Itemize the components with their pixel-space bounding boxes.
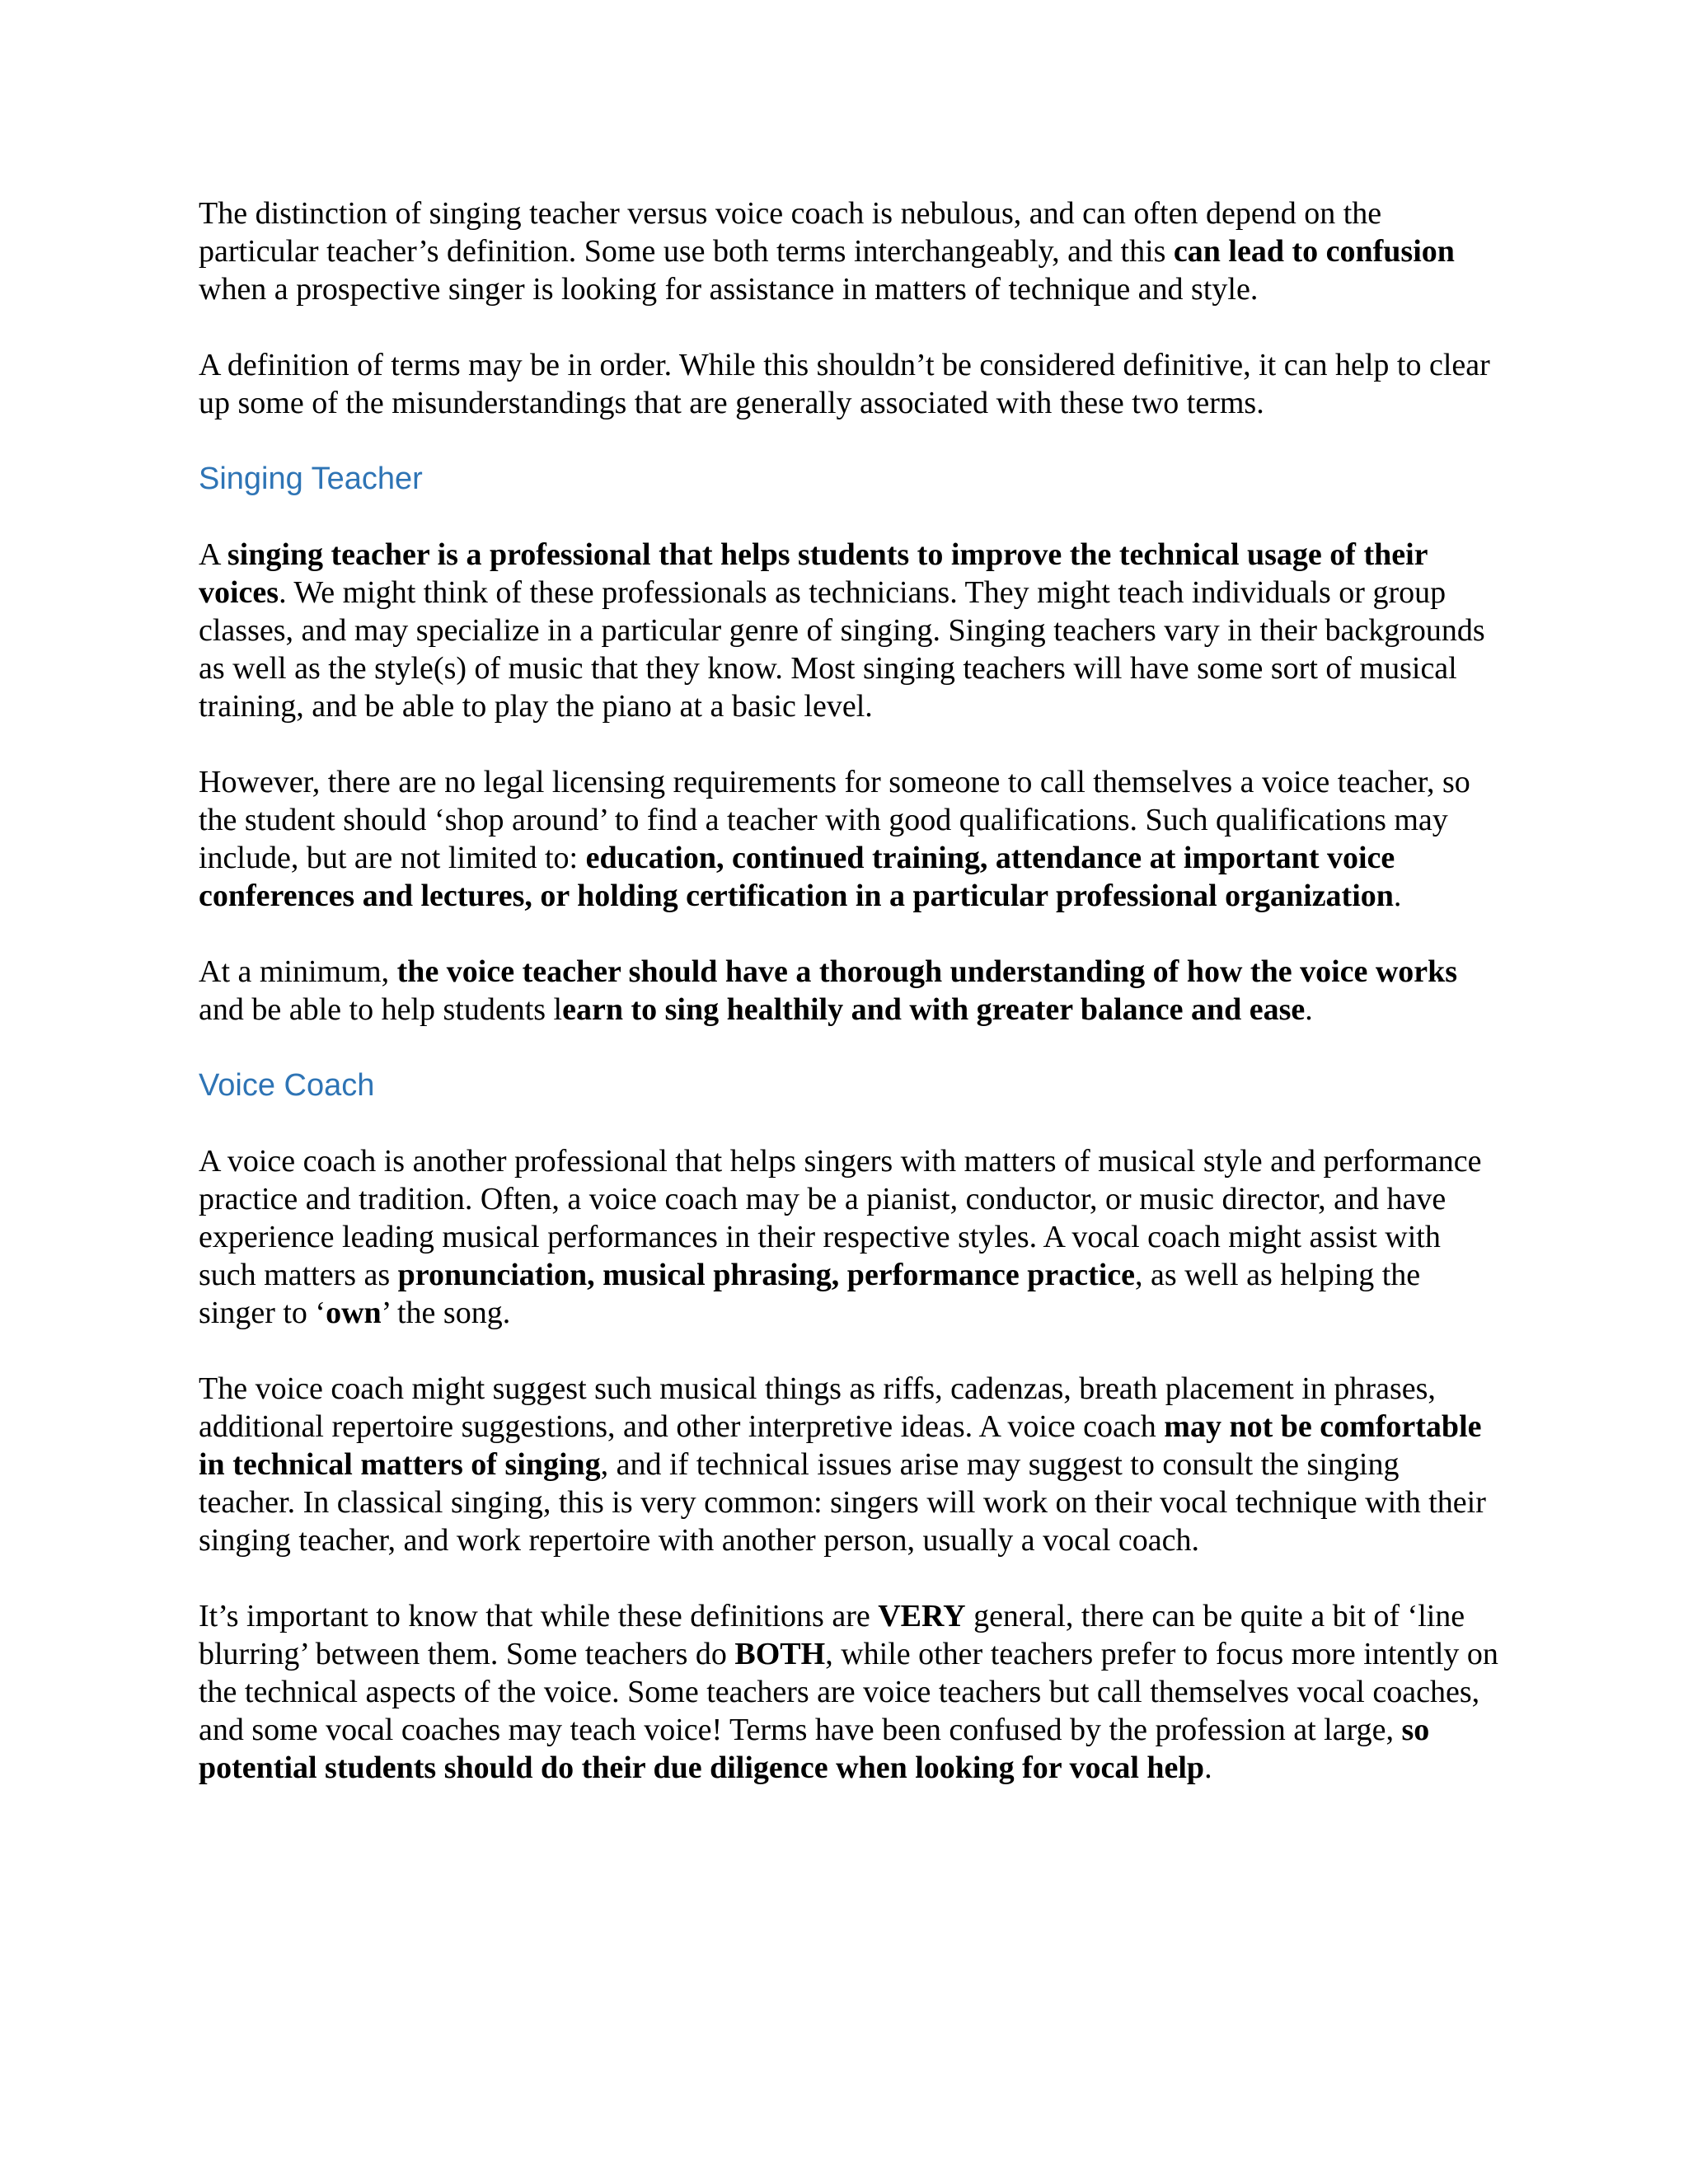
text-run: and be able to help students l [199,992,563,1027]
text-run: A definition of terms may be in order. While this shouldn’t be considered definitive, it can help to clear up some of the misunderstandings that are generally associated with these two terms. [199,348,1490,420]
bold-run: the voice teacher should have a thorough understanding of how the voice works [396,954,1458,989]
bold-run: pronunciation, musical phrasing, performance practice [397,1258,1136,1292]
text-run: when a prospective singer is looking for assistance in matters of technique and style. [199,272,1259,307]
text-run: A voice coach is another professional that helps singers with matters of musical style and performance practice and tradition. Often, a voice coach may be a pianist, conductor, or music director, and have experience leading musical performances in their respective styles. A vocal coach might assist with such matters as [199,1144,1482,1292]
closing-paragraph [199,1597,1501,1787]
bold-run: singing teacher is a professional that helps students to improve the technical usage of their voices [199,537,1428,610]
text-run: . We might think of these professionals as technicians. They might teach individuals or group classes, and may specialize in a particular genre of singing. Singing teachers vary in their backgrounds as well as the style(s) of music that they know. Most singing teachers will have some sort of musical training, and be able to play the piano at a basic level. [199,575,1485,724]
text-run: , as well as helping the singer to ‘ [199,1258,1421,1330]
bold-run: may not be comfortable in technical matters of singing [199,1409,1482,1482]
text-run: The voice coach might suggest such musical things as riffs, cadenzas, breath placement in phrases, additional repertoire suggestions, and other interpretive ideas. A voice coach [199,1371,1436,1444]
text-run: ’ the song. [381,1296,511,1330]
text-run: . [1204,1750,1212,1785]
definition-paragraph [199,346,1501,422]
voice-coach-paragraph-1 [199,1142,1501,1332]
text-run: It’s important to know that while these definitions are [199,1599,879,1633]
text-run: , while other teachers prefer to focus more intently on the technical aspects of the voice. Some teachers are voice teachers but call themselves vocal coaches, and some vocal coaches may teach voice! Terms have been confused by the profession at large, [199,1637,1498,1747]
document-body [199,194,1501,1825]
text-run: general, there can be quite a bit of ‘line blurring’ between them. Some teachers do [199,1599,1465,1671]
bold-run: can lead to confusion [1173,234,1455,269]
voice-coach-paragraph-2 [199,1370,1501,1559]
singing-teacher-paragraph-2 [199,763,1501,915]
bold-run: earn to sing healthily and with greater balance and ease [562,992,1306,1027]
bold-run: own [326,1296,382,1330]
heading-singing-teacher: Singing Teacher [199,462,423,496]
heading-voice-coach: Voice Coach [199,1068,375,1103]
bold-run: VERY [878,1599,966,1633]
text-run: . [1393,879,1402,913]
text-run: At a minimum, [199,954,397,989]
intro-paragraph [199,194,1501,308]
text-run: The distinction of singing teacher versus voice coach is nebulous, and can often depend on the particular teacher’s definition. Some use both terms interchangeably, and this [199,196,1382,269]
text-run: , and if technical issues arise may suggest to consult the singing teacher. In classical singing, this is very common: singers will work on their vocal technique with their singing teacher, and work repertoire with another person, usually a vocal coach. [199,1447,1486,1558]
singing-teacher-paragraph-1 [199,536,1501,725]
text-run: A [199,537,227,572]
text-run: However, there are no legal licensing requirements for someone to call themselves a voice teacher, so the student should ‘shop around’ to find a teacher with good qualifications. Such qualifications may include, but are not limited to: [199,765,1470,875]
singing-teacher-paragraph-3 [199,953,1501,1029]
text-run: . [1305,992,1313,1027]
bold-run: education, continued training, attendance at important voice conferences and lectures, or holding certification in a particular professional organization [199,841,1395,913]
bold-run: BOTH [734,1637,826,1671]
bold-run: so potential students should do their due diligence when looking for vocal help [199,1713,1430,1785]
